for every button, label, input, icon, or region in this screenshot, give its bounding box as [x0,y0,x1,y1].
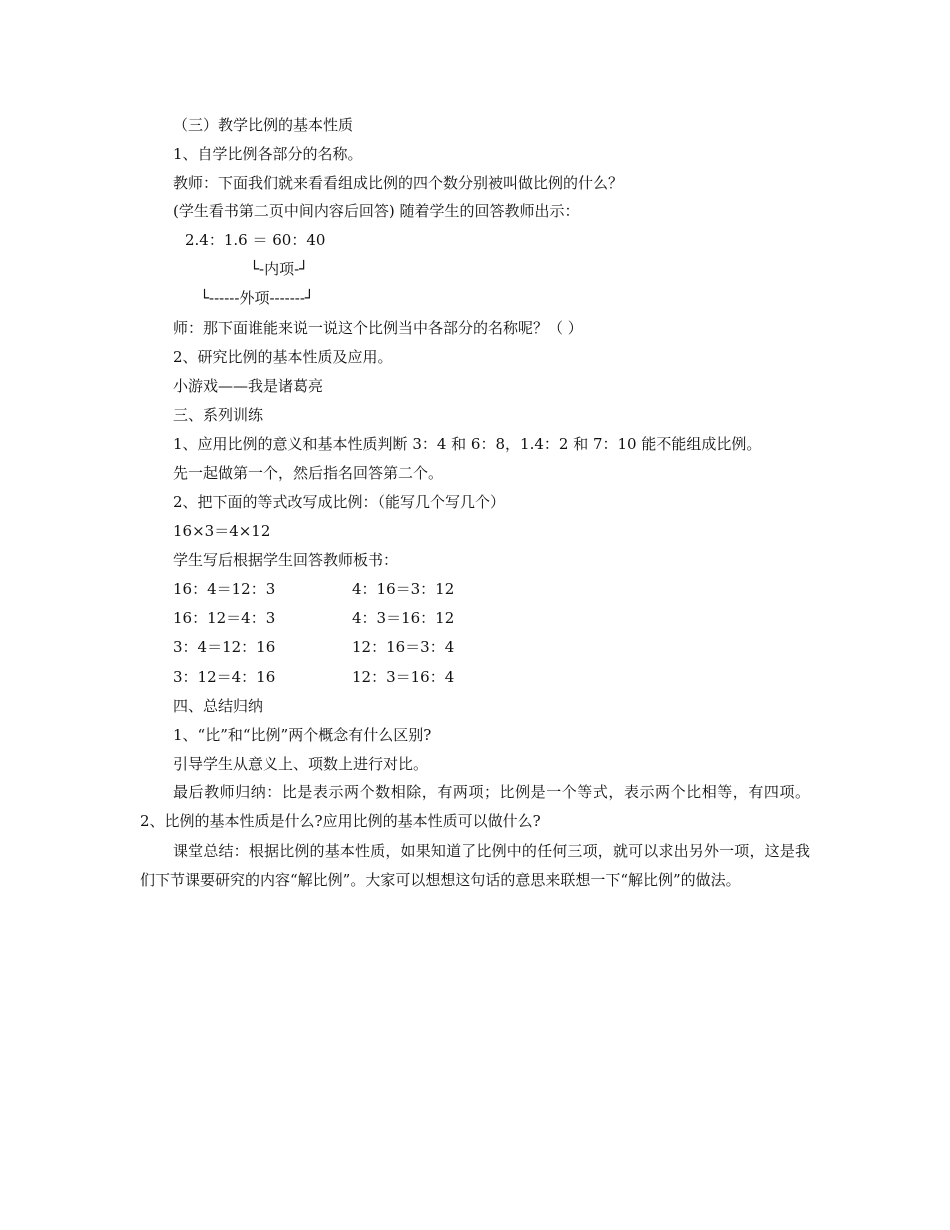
proportion-right: 4：16＝3：12 [352,580,455,598]
final-paragraph: 最后教师归纳：比是表示两个数相除，有两项；比例是一个等式，表示两个比相等，有四项。2、比例的基本性质是什么?应用比例的基本性质可以做什么? [140,783,810,830]
student-note: (学生看书第二页中间内容后回答) 随着学生的回答教师出示： [173,202,580,220]
teacher-question-2: 师：那下面谁能来说一说这个比例当中各部分的名称呢？（ ） [173,319,583,337]
board-note: 学生写后根据学生回答教师板书： [173,551,399,569]
section-heading-four: 四、总结归纳 [173,697,264,715]
proportion-right: 12：3＝16：4 [352,668,455,686]
section-heading-three: 三、系列训练 [173,406,264,424]
item-2: 2、研究比例的基本性质及应用。 [173,348,393,366]
equation: 16×3＝4×12 [173,522,271,540]
proportion-left: 16：4＝12：3 [173,580,276,598]
proportion-right: 12：16＝3：4 [352,638,455,656]
item-1: 1、自学比例各部分的名称。 [173,145,363,163]
ratio-line: 2.4：1.6 ＝ 60：40 [185,231,326,249]
game-title: 小游戏——我是诸葛亮 [173,377,324,395]
proportion-left: 16：12＝4：3 [173,609,276,627]
teacher-question: 教师：下面我们就来看看组成比例的四个数分别被叫做比例的什么？ [173,174,624,192]
outer-term-label: └------外项-------┘ [200,289,314,307]
training-1: 1、应用比例的意义和基本性质判断 3：4 和 6：8，1.4：2 和 7：10 能不能组成比例。 [173,435,762,453]
training-1-note: 先一起做第一个，然后指名回答第二个。 [173,464,444,482]
guide-note: 引导学生从意义上、项数上进行对比。 [173,755,429,773]
training-2: 2、把下面的等式改写成比例：（能写几个写几个） [173,493,506,511]
proportion-left: 3：12＝4：16 [173,668,276,686]
class-summary-paragraph: 课堂总结：根据比例的基本性质，如果知道了比例中的任何三项，就可以求出另外一项，这是我们下节课要研究的内容“解比例”。大家可以想想这句话的意思来联想一下“解比例”的做法。 [140,842,810,889]
proportion-left: 3：4＝12：16 [173,638,276,656]
inner-term-label: └-内项-┘ [250,260,309,278]
section-heading-3: （三）教学比例的基本性质 [173,116,354,134]
summary-1: 1、“比”和“比例”两个概念有什么区别? [173,726,432,744]
proportion-right: 4：3＝16：12 [352,609,455,627]
